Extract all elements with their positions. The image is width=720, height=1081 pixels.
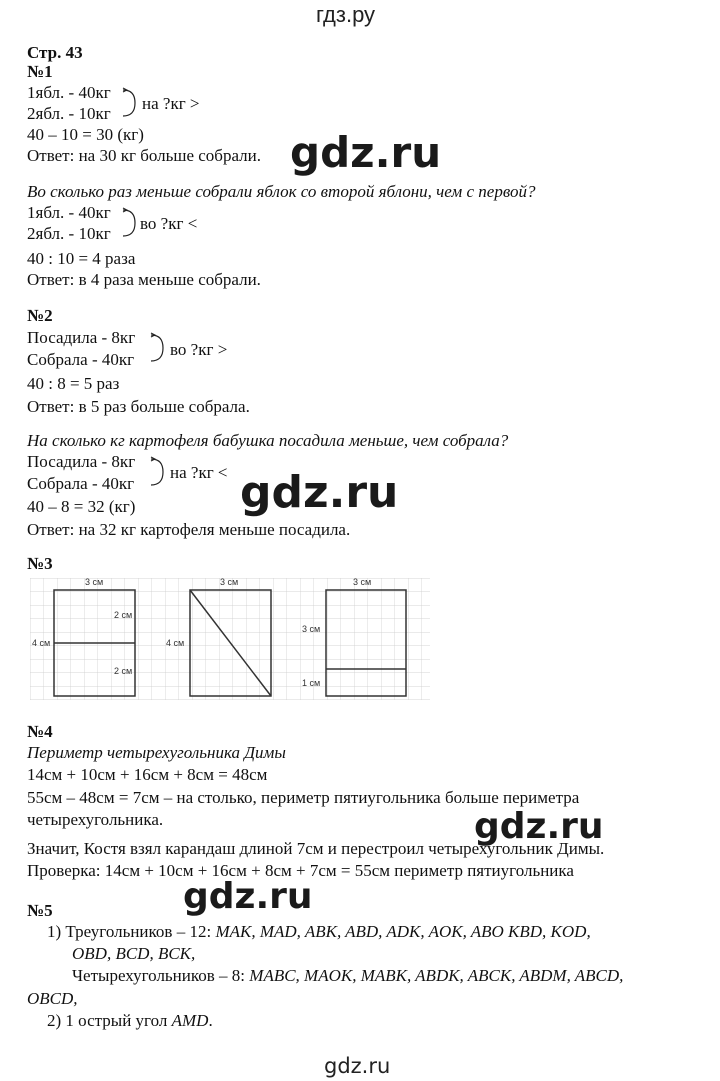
task2-answer2: Ответ: на 32 кг картофеля меньше посадила.: [27, 520, 351, 539]
task5-line1: 1) Треугольников – 12: MAK, MAD, ABK, ABD, ADK, AOK, ABO KBD, KOD,: [47, 922, 591, 941]
task4-line4: Значит, Костя взял карандаш длиной 7см и перестроил четырехугольник Димы.: [27, 839, 605, 858]
label-r1-top: 3 см: [85, 578, 104, 587]
label-r3-left-bottom: 1 см: [302, 678, 321, 688]
site-header: гдз.ру: [316, 2, 376, 27]
task1-line2: 2ябл. - 10кг: [27, 104, 111, 123]
watermark: gdz.ru: [183, 876, 313, 917]
task2-line1: Посадила - 8кг: [27, 328, 136, 347]
task2-line3: Посадила - 8кг: [27, 452, 136, 471]
task1-line1: 1ябл. - 40кг: [27, 83, 111, 102]
label-r2-top: 3 см: [220, 578, 239, 587]
task2-compare1: во ?кг >: [170, 340, 228, 359]
task1-answer1: Ответ: на 30 кг больше собрали.: [27, 146, 261, 165]
task1-compare1: на ?кг >: [142, 94, 200, 113]
watermark: gdz.ru: [290, 128, 442, 177]
label-r1-right-bottom: 2 см: [114, 666, 133, 676]
task1-number: №1: [27, 62, 53, 81]
task3-number: №3: [27, 554, 53, 573]
task4-line5: Проверка: 14см + 10см + 16см + 8см + 7см = 55см периметр пятиугольника: [27, 861, 574, 880]
task5-number: №5: [27, 901, 53, 920]
task1-answer2: Ответ: в 4 раза меньше собрали.: [27, 270, 261, 289]
label-r3-left-top: 3 см: [302, 624, 321, 634]
task4-line3: четырехугольника.: [27, 810, 164, 829]
footer-watermark: gdz.ru: [324, 1054, 391, 1078]
task5-line4: OBCD,: [27, 989, 78, 1008]
watermark: gdz.ru: [240, 467, 399, 518]
task4-number: №4: [27, 722, 53, 741]
task2-question2: На сколько кг картофеля бабушка посадила меньше, чем собрала?: [27, 431, 509, 450]
task2-answer1: Ответ: в 5 раз больше собрала.: [27, 397, 250, 416]
watermark: gdz.ru: [474, 806, 604, 847]
task4-line2: 55см – 48см = 7см – на столько, периметр пятиугольника больше периметра: [27, 788, 580, 807]
label-r1-left: 4 см: [32, 638, 51, 648]
task2-compare2: на ?кг <: [170, 463, 228, 482]
task1-calc1: 40 – 10 = 30 (кг): [27, 125, 144, 144]
task5-line3: Четырехугольников – 8: MABC, MAOK, MABK, ABDK, ABCK, ABDM, ABCD,: [72, 966, 624, 985]
task1-line3: 1ябл. - 40кг: [27, 203, 111, 222]
label-r2-left: 4 см: [166, 638, 185, 648]
brace-icon: [149, 331, 169, 367]
task1-calc2: 40 : 10 = 4 раза: [27, 249, 136, 268]
task2-line2: Собрала - 40кг: [27, 350, 135, 369]
task5-line5: 2) 1 острый угол AMD.: [47, 1011, 213, 1030]
brace-icon: [121, 86, 141, 122]
task1-question2: Во сколько раз меньше собрали яблок со второй яблони, чем с первой?: [27, 182, 536, 201]
task4-title: Периметр четырехугольника Димы: [27, 743, 286, 762]
brace-icon: [149, 455, 169, 491]
task1-compare2: во ?кг <: [140, 214, 198, 233]
task4-line1: 14см + 10см + 16см + 8см = 48см: [27, 765, 268, 784]
label-r3-top: 3 см: [353, 578, 372, 587]
task2-calc2: 40 – 8 = 32 (кг): [27, 497, 136, 516]
task5-line2: OBD, BCD, BCK,: [72, 944, 196, 963]
task2-number: №2: [27, 306, 53, 325]
task2-calc1: 40 : 8 = 5 раз: [27, 374, 120, 393]
brace-icon: [121, 206, 141, 242]
task2-line4: Собрала - 40кг: [27, 474, 135, 493]
grid-figures: [30, 578, 430, 700]
label-r1-right-top: 2 см: [114, 610, 133, 620]
page-number: Стр. 43: [27, 43, 83, 62]
task1-line4: 2ябл. - 10кг: [27, 224, 111, 243]
